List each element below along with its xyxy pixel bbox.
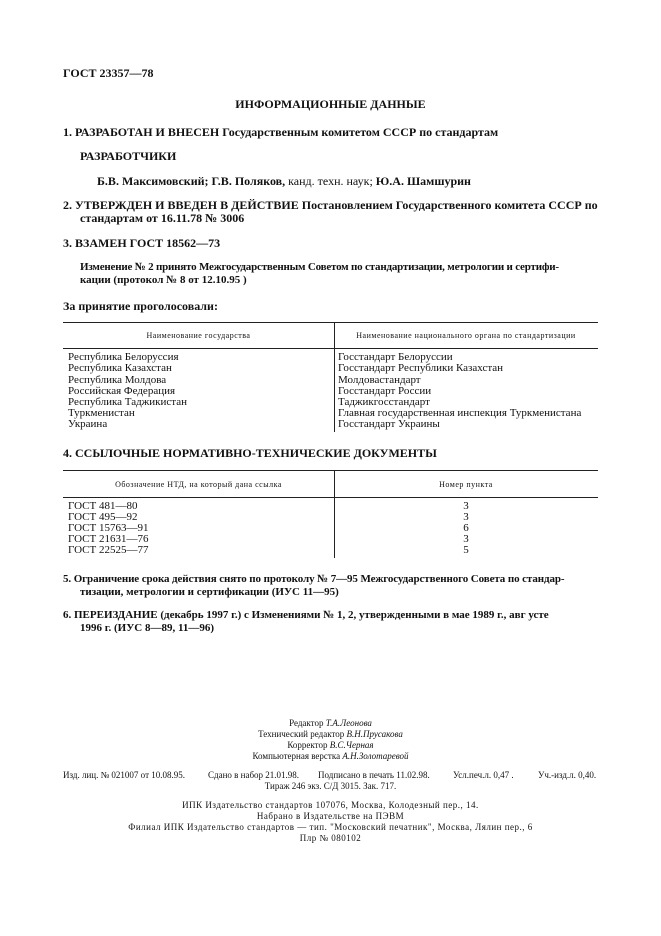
credit-proofreader [0,740,661,750]
item-6-line-1: 6. ПЕРЕИЗДАНИЕ (декабрь 1997 г.) с Изменениями № 1, 2, утвержденными в мае 1989 г., авг усте [63,609,549,621]
table-row-state-1: Республика Белоруссия [68,351,179,363]
table-row-body-4: Госстандарт России [338,385,432,397]
item-5-line-2: тизации, метрологии и сертификации (ИУС 11—95) [80,586,339,598]
table-row-body-6: Главная государственная инспекция Туркменистана [338,407,582,419]
table-row-state-4: Российская Федерация [68,385,176,397]
refs-table-header-rule [63,497,598,498]
table-row-doc-1: ГОСТ 481—80 [68,500,138,512]
amendment-line-2: кации (протокол № 8 от 12.10.95 ) [80,274,247,286]
states-header-state: Наименование государства [146,331,251,340]
imprint-publisher-sheets: Уч.-изд.л. 0,40. [538,770,597,780]
table-row-body-2: Госстандарт Республики Казахстан [338,362,504,374]
credit-tech-label: Технический редактор [258,729,345,739]
credit-editor [0,718,661,728]
table-row-clause-5: 5 [463,544,469,556]
publisher-line-2: Набрано в Издательстве на ПЭВМ [256,811,405,821]
item-4: 4. ССЫЛОЧНЫЕ НОРМАТИВНО-ТЕХНИЧЕСКИЕ ДОКУМЕНТЫ [63,446,437,460]
table-row-clause-1: 3 [463,500,469,512]
table-row-body-7: Госстандарт Украины [338,418,440,430]
table-row-doc-3: ГОСТ 15763—91 [68,522,149,534]
refs-header-clause: Номер пункта [439,480,493,489]
refs-header-doc: Обозначение НТД, на который дана ссылка [115,480,282,489]
imprint-tirage: Тираж 246 экз. С/Д 3015. Зак. 717. [264,781,397,791]
table-row-state-7: Украина [68,418,108,430]
credit-layout-name: А.Н.Золотаревой [342,751,409,761]
imprint-sent: Сдано в набор 21.01.98. [208,770,300,780]
developers-degree: канд. техн. наук; [288,174,373,188]
table-row-state-3: Республика Молдова [68,374,167,386]
item-2-line-1: 2. УТВЕРЖДЕН И ВВЕДЕН В ДЕЙСТВИЕ Постановлением Государственного комитета СССР по [63,198,598,212]
table-row-doc-5: ГОСТ 22525—77 [68,544,149,556]
credit-layout [0,751,661,761]
table-row-state-5: Республика Таджикистан [68,396,187,408]
credit-layout-label: Компьютерная верстка [252,751,341,761]
table-row-doc-4: ГОСТ 21631—76 [68,533,149,545]
developers-heading: РАЗРАБОТЧИКИ [80,149,177,163]
developers-names-1: Б.В. Максимовский; Г.В. Поляков, [97,174,286,188]
item-3: 3. ВЗАМЕН ГОСТ 18562—73 [63,236,221,250]
table-row-doc-2: ГОСТ 495—92 [68,511,138,523]
table-row-clause-3: 6 [463,522,469,534]
imprint-printed-sheets: Усл.печ.л. 0,47 . [453,770,514,780]
states-header-body: Наименование национального органа по стандартизации [356,331,576,340]
item-2-line-2: стандартам от 16.11.78 № 3006 [80,211,245,225]
item-5-line-1: 5. Ограничение срока действия снято по протоколу № 7—95 Межгосударственного Совета по стандар- [63,573,565,585]
table-row-body-5: Таджикгосстандарт [338,396,430,408]
publisher-line-3: Филиал ИПК Издательство стандартов — тип. "Московский печатник", Москва, Лялин пер., 6 [128,822,533,832]
states-table-top-rule [63,322,598,323]
table-row-state-6: Туркменистан [68,407,135,419]
table-row-body-3: Молдовастандарт [338,374,421,386]
item-1: 1. РАЗРАБОТАН И ВНЕСЕН Государственным комитетом СССР по стандартам [63,125,499,139]
credit-editor-name: Т.А.Леонова [325,718,372,728]
credit-proof-name: В.С.Черная [329,740,374,750]
imprint-license: Изд. лиц. № 021007 от 10.08.95. [63,770,185,780]
credit-editor-label: Редактор [289,718,324,728]
document-id: ГОСТ 23357—78 [63,66,154,80]
credit-tech-name: В.Н.Прусакова [346,729,403,739]
table-row-clause-4: 3 [463,533,469,545]
publisher-line-4: Плр № 080102 [299,833,362,843]
credit-proof-label: Корректор [287,740,328,750]
table-row-state-2: Республика Казахстан [68,362,172,374]
states-table-header-rule [63,348,598,349]
table-row-body-1: Госстандарт Белоруссии [338,351,453,363]
imprint-signed: Подписано в печать 11.02.98. [318,770,430,780]
credit-tech-editor [0,729,661,739]
voted-label: За принятие проголосовали: [63,299,218,313]
developers-names [97,174,471,189]
item-6-line-2: 1996 г. (ИУС 8—89, 11—96) [80,622,215,634]
publisher-line-1: ИПК Издательство стандартов 107076, Москва, Колодезный пер., 14. [182,800,479,810]
table-row-clause-2: 3 [463,511,469,523]
amendment-line-1: Изменение № 2 принято Межгосударственным Советом по стандартизации, метрологии и сертифи- [80,261,559,273]
page-title: ИНФОРМАЦИОННЫЕ ДАННЫЕ [235,97,426,111]
refs-table-top-rule [63,470,598,471]
developers-names-2: Ю.А. Шамшурин [375,174,471,188]
